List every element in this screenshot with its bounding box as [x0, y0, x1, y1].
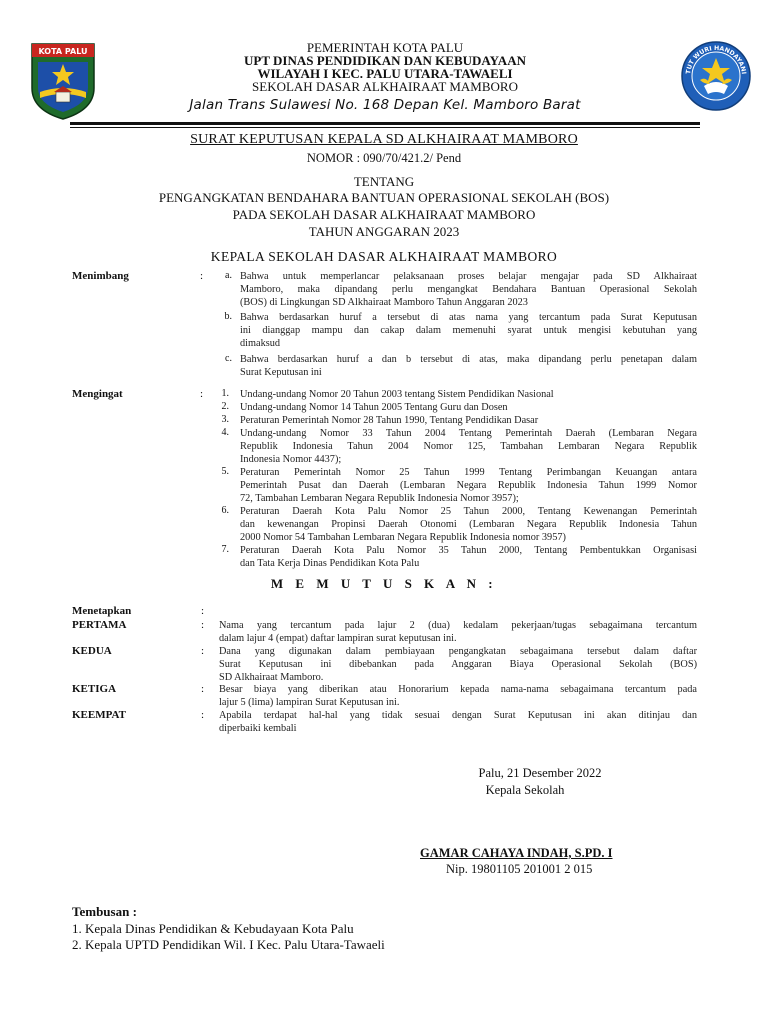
- decision-colon: :: [201, 619, 205, 631]
- menimbang-item-line: Mamboro, maka dipandang perlu mengangkat Bendahara Bantuan Operasional Sekolah: [240, 284, 697, 295]
- decision-colon: :: [201, 605, 205, 617]
- menimbang-label: Menimbang: [72, 270, 129, 282]
- mengingat-item-marker: 5.: [221, 466, 229, 477]
- decision-label: PERTAMA: [72, 619, 127, 631]
- mengingat-item-marker: 6.: [221, 505, 229, 516]
- logo-right-text: TUT WURI HANDAYANI: [685, 44, 747, 75]
- decision-colon: :: [201, 709, 205, 721]
- mengingat-label: Mengingat: [72, 388, 123, 400]
- menimbang-item-line: Surat Keputusan ini: [240, 367, 322, 378]
- mengingat-item-line: 2000 Nomor 54 Tambahan Lembaran Negara Republik Indonesia nomor 3957): [240, 532, 566, 543]
- decision-text-line: SD Alkhairaat Mamboro.: [219, 672, 324, 683]
- tembusan-item: 2. Kepala UPTD Pendidikan Wil. I Kec. Palu Utara-Tawaeli: [72, 937, 385, 952]
- decision-label: KETIGA: [72, 683, 117, 695]
- decision-label: KEEMPAT: [72, 709, 126, 721]
- mengingat-item-line: Peraturan Pemerintah Nomor 28 Tahun 1990, Tentang Pendidikan Dasar: [240, 415, 539, 426]
- menimbang-item-line: Bahwa berdasarkan huruf a dan b tersebut di atas, maka dipandang perlu penetapan dalam: [240, 354, 697, 365]
- mengingat-item-marker: 1.: [221, 388, 229, 399]
- mengingat-item-line: Undang-undang Nomor 33 Tahun 2004 Tentang Pemerintah Daerah (Lembaran Negara: [240, 428, 697, 439]
- letterhead-address: Jalan Trans Sulawesi No. 168 Depan Kel. Mamboro Barat: [189, 97, 581, 113]
- menimbang-item-line: (BOS) di Lingkungan SD Alkhairaat Mamboro Tahun Anggaran 2023: [240, 297, 528, 308]
- headmaster-title: KEPALA SEKOLAH DASAR ALKHAIRAAT MAMBORO: [210, 249, 558, 264]
- signature-role: Kepala Sekolah: [485, 783, 565, 797]
- mengingat-item-marker: 2.: [221, 401, 229, 412]
- menimbang-item-marker: c.: [225, 353, 232, 364]
- mengingat-item-line: Undang-undang Nomor 14 Tahun 2005 Tentang Guru dan Dosen: [240, 402, 508, 413]
- menimbang-item-line: ini dianggap mampu dan cakap dalam memenuhi syarat untuk mengisi kebutuhan yang: [240, 325, 697, 336]
- letterhead-rule-thick: [70, 122, 700, 125]
- decision-text-line: diperbaiki kembali: [219, 723, 297, 734]
- signature-nip: Nip. 19801105 201001 2 015: [446, 862, 593, 876]
- mengingat-item-line: 72, Tambahan Lembaran Negara Republik Indonesia Nomor 3957);: [240, 493, 519, 504]
- logo-left-text: KOTA PALU: [38, 47, 88, 56]
- decision-label: Menetapkan: [72, 605, 132, 617]
- letterhead-line-2: UPT DINAS PENDIDIKAN DAN KEBUDAYAAN: [244, 53, 526, 68]
- letterhead-line-4: SEKOLAH DASAR ALKHAIRAAT MAMBORO: [252, 79, 518, 94]
- decree-subject-1: PENGANGKATAN BENDAHARA BANTUAN OPERASIONAL SEKOLAH (BOS): [158, 190, 610, 205]
- decision-text-line: Besar biaya yang diberikan atau Honorarium kepada nama-nama sebagaimana tercantum pada: [219, 684, 697, 695]
- tembusan-title: Tembusan :: [72, 904, 137, 919]
- letterhead-line-1: PEMERINTAH KOTA PALU: [306, 40, 464, 55]
- decision-colon: :: [201, 683, 205, 695]
- mengingat-item-line: Pemerintah Pusat dan Daerah (Lembaran Negara Republik Indonesia Tahun 1999 Nomor: [240, 480, 697, 491]
- decision-text-line: Surat Keputusan ini dibebankan pada Anggaran Biaya Operasional Sekolah (BOS): [219, 659, 697, 670]
- mengingat-item-marker: 4.: [221, 427, 229, 438]
- mengingat-item-marker: 3.: [221, 414, 229, 425]
- mengingat-item-line: Peraturan Daerah Kota Palu Nomor 25 Tahun 2000, Tentang Kewenangan Pemerintah: [240, 506, 697, 517]
- mengingat-item-line: Peraturan Daerah Kota Palu Nomor 35 Tahun 2000, Tentang Pembentukkan Organisasi: [240, 545, 697, 556]
- menimbang-item-marker: a.: [225, 270, 232, 281]
- decree-number: NOMOR : 090/70/421.2/ Pend: [306, 151, 462, 165]
- mengingat-colon: :: [200, 388, 204, 400]
- signature-place-date: Palu, 21 Desember 2022: [478, 766, 602, 780]
- tut-wuri-handayani-logo: [680, 40, 752, 112]
- mengingat-item-line: Undang-undang Nomor 20 Tahun 2003 tentang Sistem Pendidikan Nasional: [240, 389, 554, 400]
- mengingat-item-marker: 7.: [221, 544, 229, 555]
- mengingat-item-line: Republik Indonesia Tahun 2004 Nomor 125, Tambahan Lembaran Negara Republik: [240, 441, 697, 452]
- decision-text-line: dalam lajur 4 (empat) daftar lampiran surat keputusan ini.: [219, 633, 457, 644]
- mengingat-item-line: Peraturan Pemerintah Nomor 25 Tahun 1999 Tentang Perimbangan Keuangan antara: [240, 467, 697, 478]
- decree-title: SURAT KEPUTUSAN KEPALA SD ALKHAIRAAT MAMBORO: [190, 132, 578, 147]
- memutuskan-heading: M E M U T U S K A N :: [270, 576, 498, 591]
- mengingat-item-line: dan kewenangan Propinsi Daerah Otonomi (Lembaran Negara Republik Indonesia Tahun: [240, 519, 697, 530]
- decision-text-line: lajur 5 (lima) lampiran Surat Keputusan ini.: [219, 697, 400, 708]
- menimbang-item-line: Bahwa untuk memperlancar pelaksanaan proses belajar mengajar pada SD Alkhairaat: [240, 271, 697, 282]
- decision-label: KEDUA: [72, 645, 112, 657]
- letterhead-line-3: WILAYAH I KEC. PALU UTARA-TAWAELI: [257, 66, 513, 81]
- decision-text-line: Apabila terdapat hal-hal yang tidak sesuai dengan Surat Keputusan ini akan ditinjau dan: [219, 710, 697, 721]
- signature-name: GAMAR CAHAYA INDAH, S.PD. I: [420, 846, 613, 860]
- menimbang-item-line: Bahwa berdasarkan huruf a tersebut di atas nama yang tercantum pada Surat Keputusan: [240, 312, 697, 323]
- kota-palu-logo: [30, 40, 96, 120]
- mengingat-item-line: dan Tata Kerja Dinas Pendidikan Kota Palu: [240, 558, 420, 569]
- decision-colon: :: [201, 645, 205, 657]
- decision-text-line: Nama yang tercantum pada lajur 2 (dua) kedalam pekerjaan/tugas sebagaimana tercantum: [219, 620, 697, 631]
- mengingat-item-line: Indonesia Nomor 4437);: [240, 454, 342, 465]
- decision-text-line: Dana yang digunakan dalam pembiayaan pengangkatan sebagaimana tersebut dalam daftar: [219, 646, 697, 657]
- menimbang-colon: :: [200, 270, 204, 282]
- decree-subject-3: TAHUN ANGGARAN 2023: [308, 224, 460, 239]
- decree-tentang: TENTANG: [353, 174, 415, 189]
- tembusan-item: 1. Kepala Dinas Pendidikan & Kebudayaan Kota Palu: [72, 921, 354, 936]
- menimbang-item-line: dimaksud: [240, 338, 281, 349]
- menimbang-item-marker: b.: [224, 311, 232, 322]
- decree-subject-2: PADA SEKOLAH DASAR ALKHAIRAAT MAMBORO: [232, 207, 536, 222]
- letterhead-rule-thin: [70, 127, 700, 128]
